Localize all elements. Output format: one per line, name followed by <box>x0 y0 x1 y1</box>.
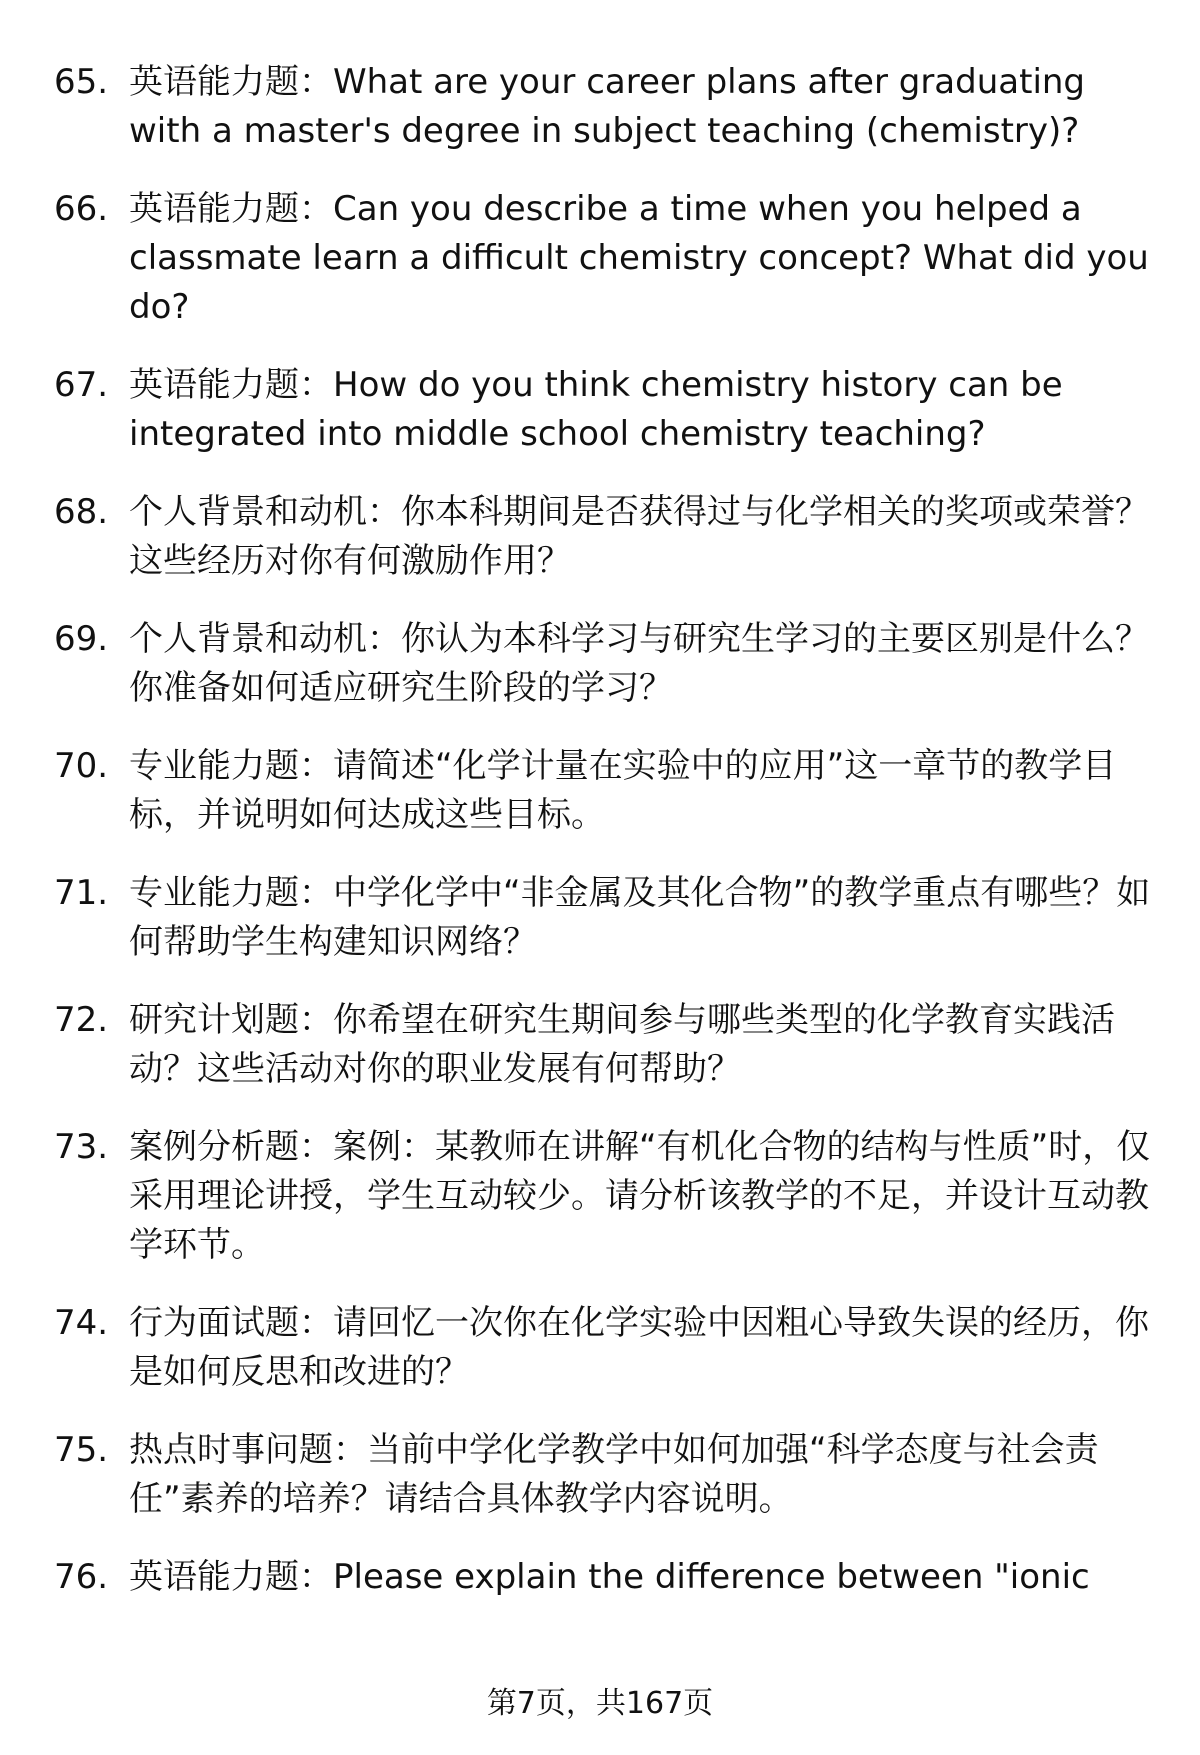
question-text: 热点时事问题：当前中学化学教学中如何加强“科学态度与社会责任”素养的培养？请结合具体教学内容说明。 <box>129 1430 1099 1519</box>
question-text: 行为面试题：请回忆一次你在化学实验中因粗心导致失误的经历，你是如何反思和改进的？ <box>129 1303 1149 1392</box>
question-text: 专业能力题：中学化学中“非金属及其化合物”的教学重点有哪些？如何帮助学生构建知识网络？ <box>129 873 1151 962</box>
question-item-65 <box>54 58 1154 156</box>
question-text: 专业能力题：请简述“化学计量在实验中的应用”这一章节的教学目标，并说明如何达成这些目标。 <box>129 746 1117 835</box>
question-number: 75. <box>54 1430 109 1470</box>
question-item-71 <box>54 869 1154 967</box>
question-number: 71. <box>54 873 109 913</box>
question-item-75 <box>54 1426 1154 1524</box>
question-number: 66. <box>54 189 109 229</box>
question-text: 个人背景和动机：你认为本科学习与研究生学习的主要区别是什么？你准备如何适应研究生阶段的学习？ <box>129 619 1149 708</box>
question-text: 研究计划题：你希望在研究生期间参与哪些类型的化学教育实践活动？这些活动对你的职业发展有何帮助？ <box>129 1000 1115 1089</box>
question-text: 英语能力题：Can you describe a time when you helped a classmate learn a difficult chemistry concept? What did you do? <box>129 189 1149 327</box>
question-item-70 <box>54 742 1154 840</box>
question-text: 案例分析题：案例：某教师在讲解“有机化合物的结构与性质”时，仅采用理论讲授，学生互动较少。请分析该教学的不足，并设计互动教学环节。 <box>129 1127 1151 1265</box>
question-number: 74. <box>54 1303 109 1343</box>
question-number: 72. <box>54 1000 109 1040</box>
question-text: 个人背景和动机：你本科期间是否获得过与化学相关的奖项或荣誉？这些经历对你有何激励作用？ <box>129 492 1149 581</box>
question-item-68 <box>54 488 1154 586</box>
page-footer: 第7页，共167页 <box>486 1686 714 1721</box>
question-list <box>54 58 1154 1631</box>
question-number: 76. <box>54 1557 109 1597</box>
question-item-67 <box>54 361 1154 459</box>
question-item-69 <box>54 615 1154 713</box>
question-item-73 <box>54 1123 1154 1270</box>
question-item-76 <box>54 1553 1154 1602</box>
question-item-74 <box>54 1299 1154 1397</box>
question-text: 英语能力题：What are your career plans after graduating with a master's degree in subject teaching (chemistry)? <box>129 62 1086 151</box>
question-text: 英语能力题：How do you think chemistry history can be integrated into middle school chemistry teaching? <box>129 365 1063 454</box>
question-item-66 <box>54 185 1154 332</box>
question-item-72 <box>54 996 1154 1094</box>
question-number: 73. <box>54 1127 109 1167</box>
question-number: 68. <box>54 492 109 532</box>
question-number: 67. <box>54 365 109 405</box>
question-number: 69. <box>54 619 109 659</box>
question-number: 70. <box>54 746 109 786</box>
question-number: 65. <box>54 62 109 102</box>
question-text: 英语能力题：Please explain the difference between "ionic <box>129 1557 1090 1597</box>
